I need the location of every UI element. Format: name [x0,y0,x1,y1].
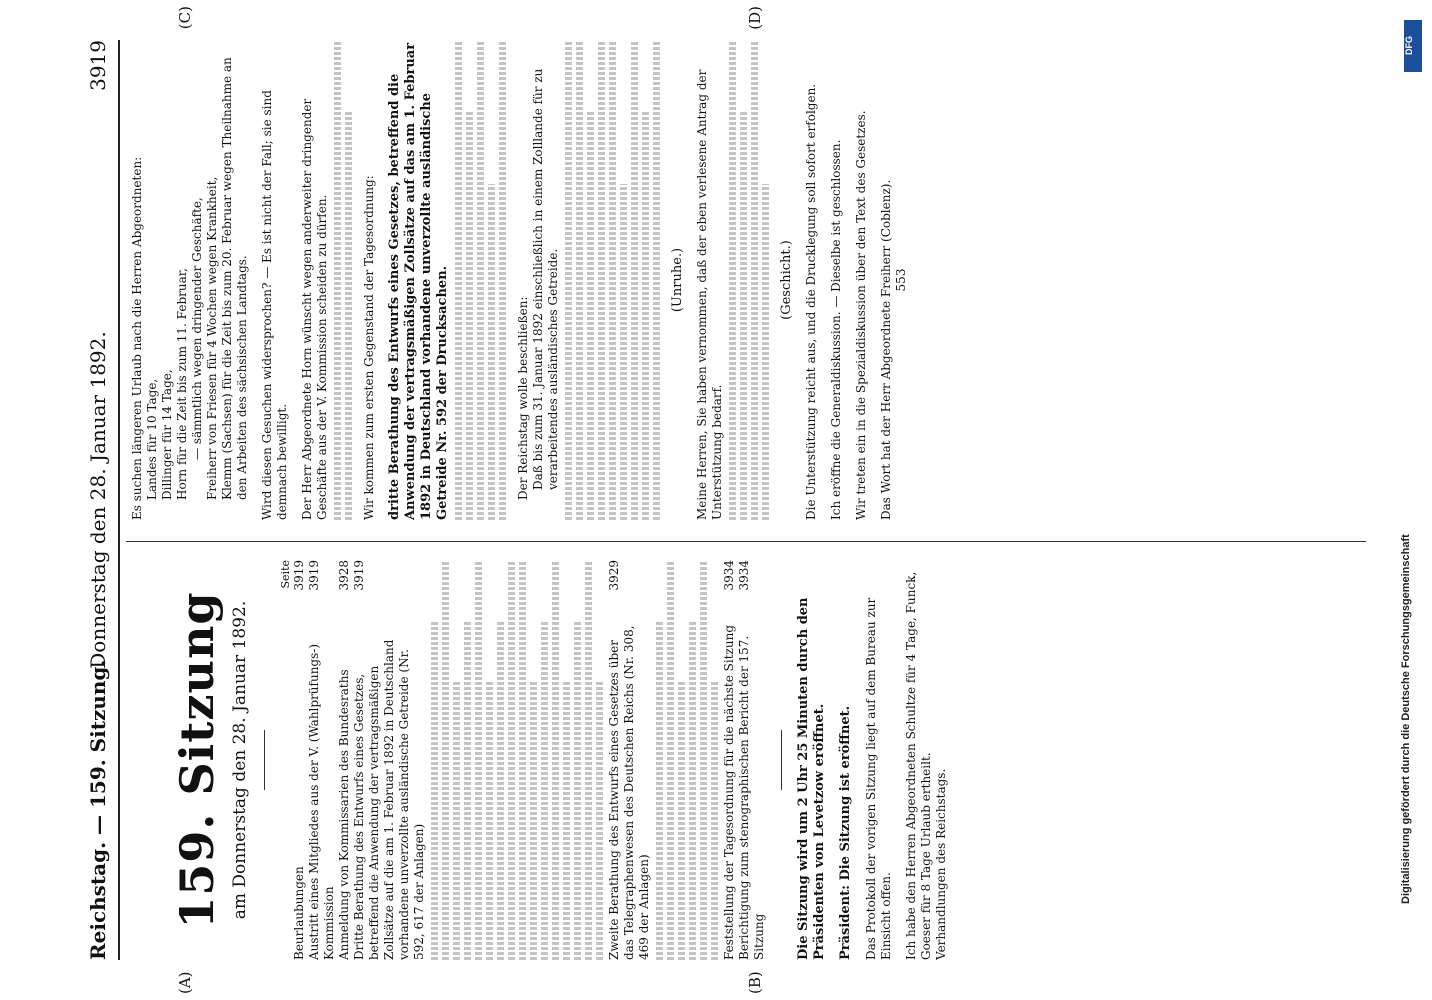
margin-marker-c: (C) [176,6,194,30]
protocol-paragraph: Das Protokoll der vorigen Sitzung liegt auf dem Bureau zur Einsicht offen. [864,597,893,960]
text-line [656,620,663,960]
text-line [488,184,495,520]
running-header-date: Donnerstag den 28. Januar 1892. [86,331,110,669]
text-line [477,40,484,520]
toc-page-label: Seite [279,560,292,589]
session-title: 159. Sitzung [170,591,224,929]
leave-paragraph: Ich habe den Herren Abgeordneten Schultze für 4 Tage, Funck, Goeser für 8 Tage Urlaub ertheilt. [904,571,933,960]
text-line [711,680,718,960]
text-line [519,560,526,960]
opening-paragraph: Die Sitzung wird um 2 Uhr 25 Minuten durch den Präsidenten von Levetzow eröffnet. [796,597,827,960]
text-line [552,560,559,960]
leave-list-item: — sämmtlich wegen dringender Geschäfte, [190,197,204,460]
text-line [596,680,603,960]
text-line [653,40,660,520]
leave-list-item: Klemm (Sachsen) für die Zeit bis zum 20. Februar wegen Theilnahme an den Arbeiten des sächsischen Landtags. [220,57,249,500]
objection-paragraph: Wird diesen Gesuchen widersprochen? — Es ist nicht der Fall; sie sind demnach bewilligt. [260,90,289,520]
margin-marker-a: (A) [176,971,194,994]
text-line [574,620,581,960]
header-rule [118,40,120,960]
text-line [631,40,638,520]
text-line [431,620,438,960]
general-discussion-paragraph: Ich eröffne die Generaldiskussion. — Dieselbe ist geschlossen. [829,139,843,520]
text-line [455,40,462,520]
toc-entry: Berichtigung zum stenographischen Bericht der 157. Sitzung 3934 [737,560,766,960]
president-statement: Präsident: Die Sitzung ist eröffnet. [838,705,853,960]
text-line [334,40,341,520]
right-column [130,40,909,520]
text-line [565,40,572,520]
speaker-paragraph: Das Wort hat der Herr Abgeordnete Freiherr (Coblenz). [879,179,893,520]
interjection-laughter: (Geschicht.) [779,240,794,320]
toc-entry: Dritte Berathung des Entwurfs eines Gesetzes, betreffend die Anwendung der vertragsmäßigen Zollsätze auf die am 1. Februar 1892 in Deutschland vorhandene unverzollte ausländische Getreide (Nr. 592, 617 der Anlagen) 3919 [352,560,426,960]
leave-list-item: Dillinger für 14 Tage, [160,369,174,500]
page-footer-left: Verhandlungen des Reichstags. [934,768,948,960]
text-line [620,184,627,520]
amendment-quote: Daß bis zum 31. Januar 1892 einschließlich in einem Zolllande für zu verarbeitendes ausländisches Getreide. [531,68,560,490]
toc-entry: Anmeldung von Kommissarien des Bundesraths 3928 [337,560,351,960]
column-divider [126,541,1366,542]
text-line [642,112,649,520]
text-line [442,560,449,960]
text-line [563,680,570,960]
text-line [464,620,471,960]
leave-list-item: Landes für 10 Tage, [145,378,159,500]
toc-entry: Beurlaubungen 3919 [292,560,306,960]
text-line [530,680,537,960]
left-column [130,560,949,960]
text-line [729,40,736,520]
section-rule [781,730,782,790]
toc-entry: Zweite Berathung des Entwurfs eines Gesetzes über das Telegraphenwesen des Deutschen Reichs (Nr. 308, 469 der Anlagen) 3929 [607,560,651,960]
toc-entry: Austritt eines Mitgliedes aus der V. (Wahlprüfungs-) Kommission 3919 [307,560,336,960]
text-line [762,184,769,520]
sheet-number: 553 [894,268,908,292]
text-line [700,560,707,960]
agenda-paragraph: Wir kommen zum ersten Gegenstand der Tagesordnung: [362,175,376,520]
credit-text: Digitalisierung gefördert durch die Deutsche Forschungsgemeinschaft [1400,534,1412,904]
text-line [508,560,515,960]
support-paragraph: Die Unterstützung reicht aus, und die Drucklegung soll sofort erfolgen. [804,83,818,520]
text-line [598,40,605,520]
agenda-item: dritte Berathung des Entwurfs eines Gesetzes, betreffend die Anwendung der vertragsmäßigen Zollsätze auf das am 1. Februar 1892 in Deutschland vorhandene unverzollte ausländische Getreide Nr. 592 der Drucksachen. [387,42,450,520]
text-line [689,620,696,960]
leave-request-intro: Es suchen längeren Urlaub nach die Herren Abgeordneten: [130,156,144,520]
amendment-intro: Der Reichstag wolle beschließen: [516,296,530,500]
dfg-logo: DFG [1404,20,1422,72]
text-line [667,560,674,960]
text-line [497,620,504,960]
commission-paragraph: Der Herr Abgeordnete Horn wünscht wegen anderweiter dringender Geschäfte aus der V. Kommission scheiden zu dürfen. [300,98,329,520]
interjection-unrest: (Unruhe.) [670,247,685,313]
text-line [466,112,473,520]
text-line [609,40,616,520]
text-line [678,680,685,960]
special-discussion-paragraph: Wir treten ein in die Spezialdiskussion über den Text des Gesetzes. [854,110,868,520]
text-line [453,680,460,960]
document-page [66,0,1426,1000]
text-line [587,112,594,520]
page-number: 3919 [86,40,110,91]
text-line [486,680,493,960]
text-line [541,620,548,960]
text-line [585,560,592,960]
text-line [751,40,758,520]
text-line [740,112,747,520]
text-line [475,560,482,960]
leave-list-item: Horn für die Zeit bis zum 11. Februar, [175,268,189,500]
digitization-credit [1400,24,1426,974]
leave-list-item: Freiherr von Friesen für 4 Wochen wegen Krankheit, [205,176,219,500]
text-line [576,40,583,520]
gentlemen-paragraph: Meine Herren, Sie haben vernommen, daß der eben verlesene Antrag der Unterstützung bedarf. [695,69,724,520]
title-rule [264,730,265,790]
running-header-left: Reichstag. — 159. Sitzung. [86,659,110,960]
session-date: am Donnerstag den 28. Januar 1892. [230,600,250,920]
text-line [345,112,352,520]
text-line [499,40,506,520]
toc-entry: Feststellung der Tagesordnung für die nächste Sitzung 3934 [722,560,736,960]
margin-marker-d: (D) [746,6,764,30]
margin-marker-b: (B) [746,971,764,994]
